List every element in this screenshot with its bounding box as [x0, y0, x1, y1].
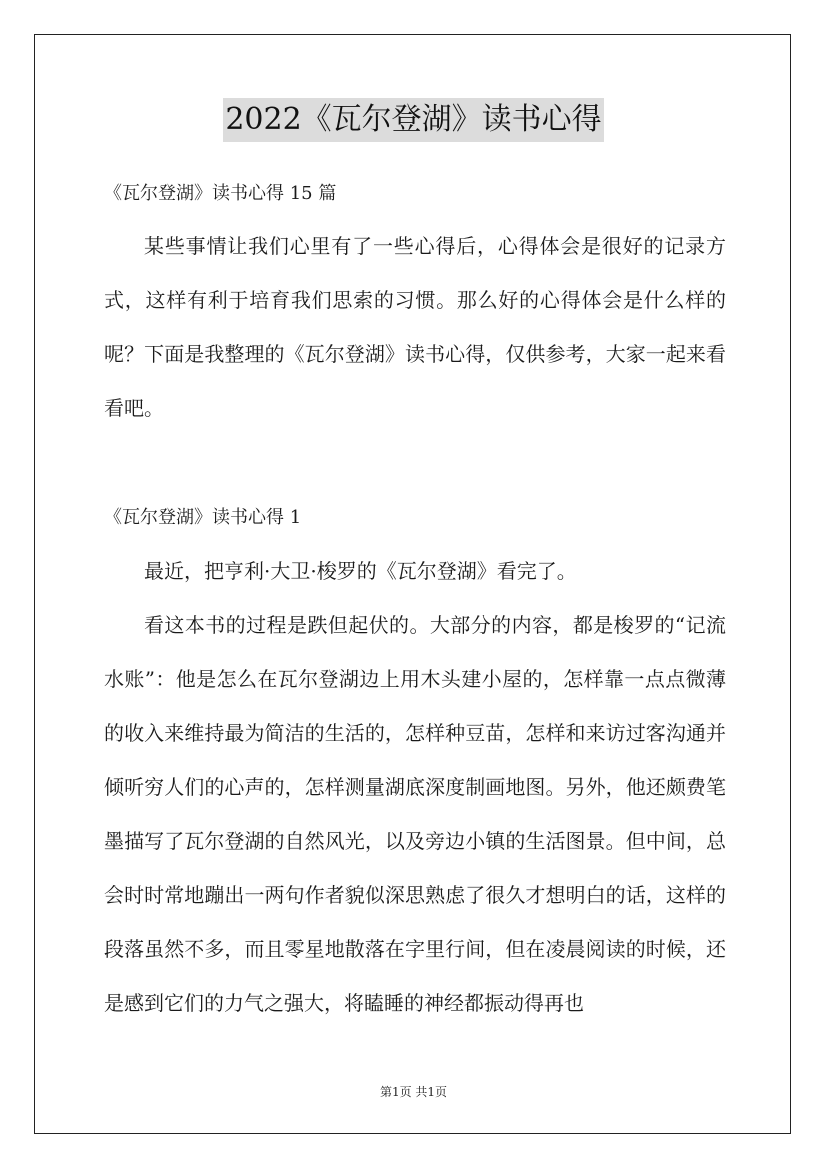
intro-paragraph: 某些事情让我们心里有了一些心得后，心得体会是很好的记录方式，这样有利于培育我们思索的习惯。那么好的心得体会是什么样的呢？下面是我整理的《瓦尔登湖》读书心得，仅供参考，大家一起来看看吧。: [104, 234, 726, 420]
body-paragraph-2: 看这本书的过程是跌但起伏的。大部分的内容，都是梭罗的“记流水账”：他是怎么在瓦尔登湖边上用木头建小屋的，怎样靠一点点微薄的收入来维持最为简洁的生活的，怎样种豆苗，怎样和来访过客沟通并倾听穷人们的心声的，怎样测量湖底深度制画地图。另外，他还颇费笔墨描写了瓦尔登湖的自然风光，以及旁边小镇的生活图景。但中间，总会时时常地蹦出一两句作者貌似深思熟虑了很久才想明白的话，这样的段落虽然不多，而且零星地散落在字里行间，但在凌晨阅读的时候，还是感到它们的力气之强大，将瞌睡的神经都振动得再也: [104, 613, 726, 1015]
document-title: 2022《瓦尔登湖》读书心得: [223, 98, 603, 142]
body-paragraph-1: 最近，把亨利·大卫·梭罗的《瓦尔登湖》看完了。: [144, 559, 577, 583]
title-container: [0, 98, 827, 142]
section-heading: 《瓦尔登湖》读书心得 1: [104, 507, 302, 528]
page-footer: 第1页 共1页: [379, 1085, 448, 1099]
document-subtitle: 《瓦尔登湖》读书心得 15 篇: [104, 183, 337, 204]
